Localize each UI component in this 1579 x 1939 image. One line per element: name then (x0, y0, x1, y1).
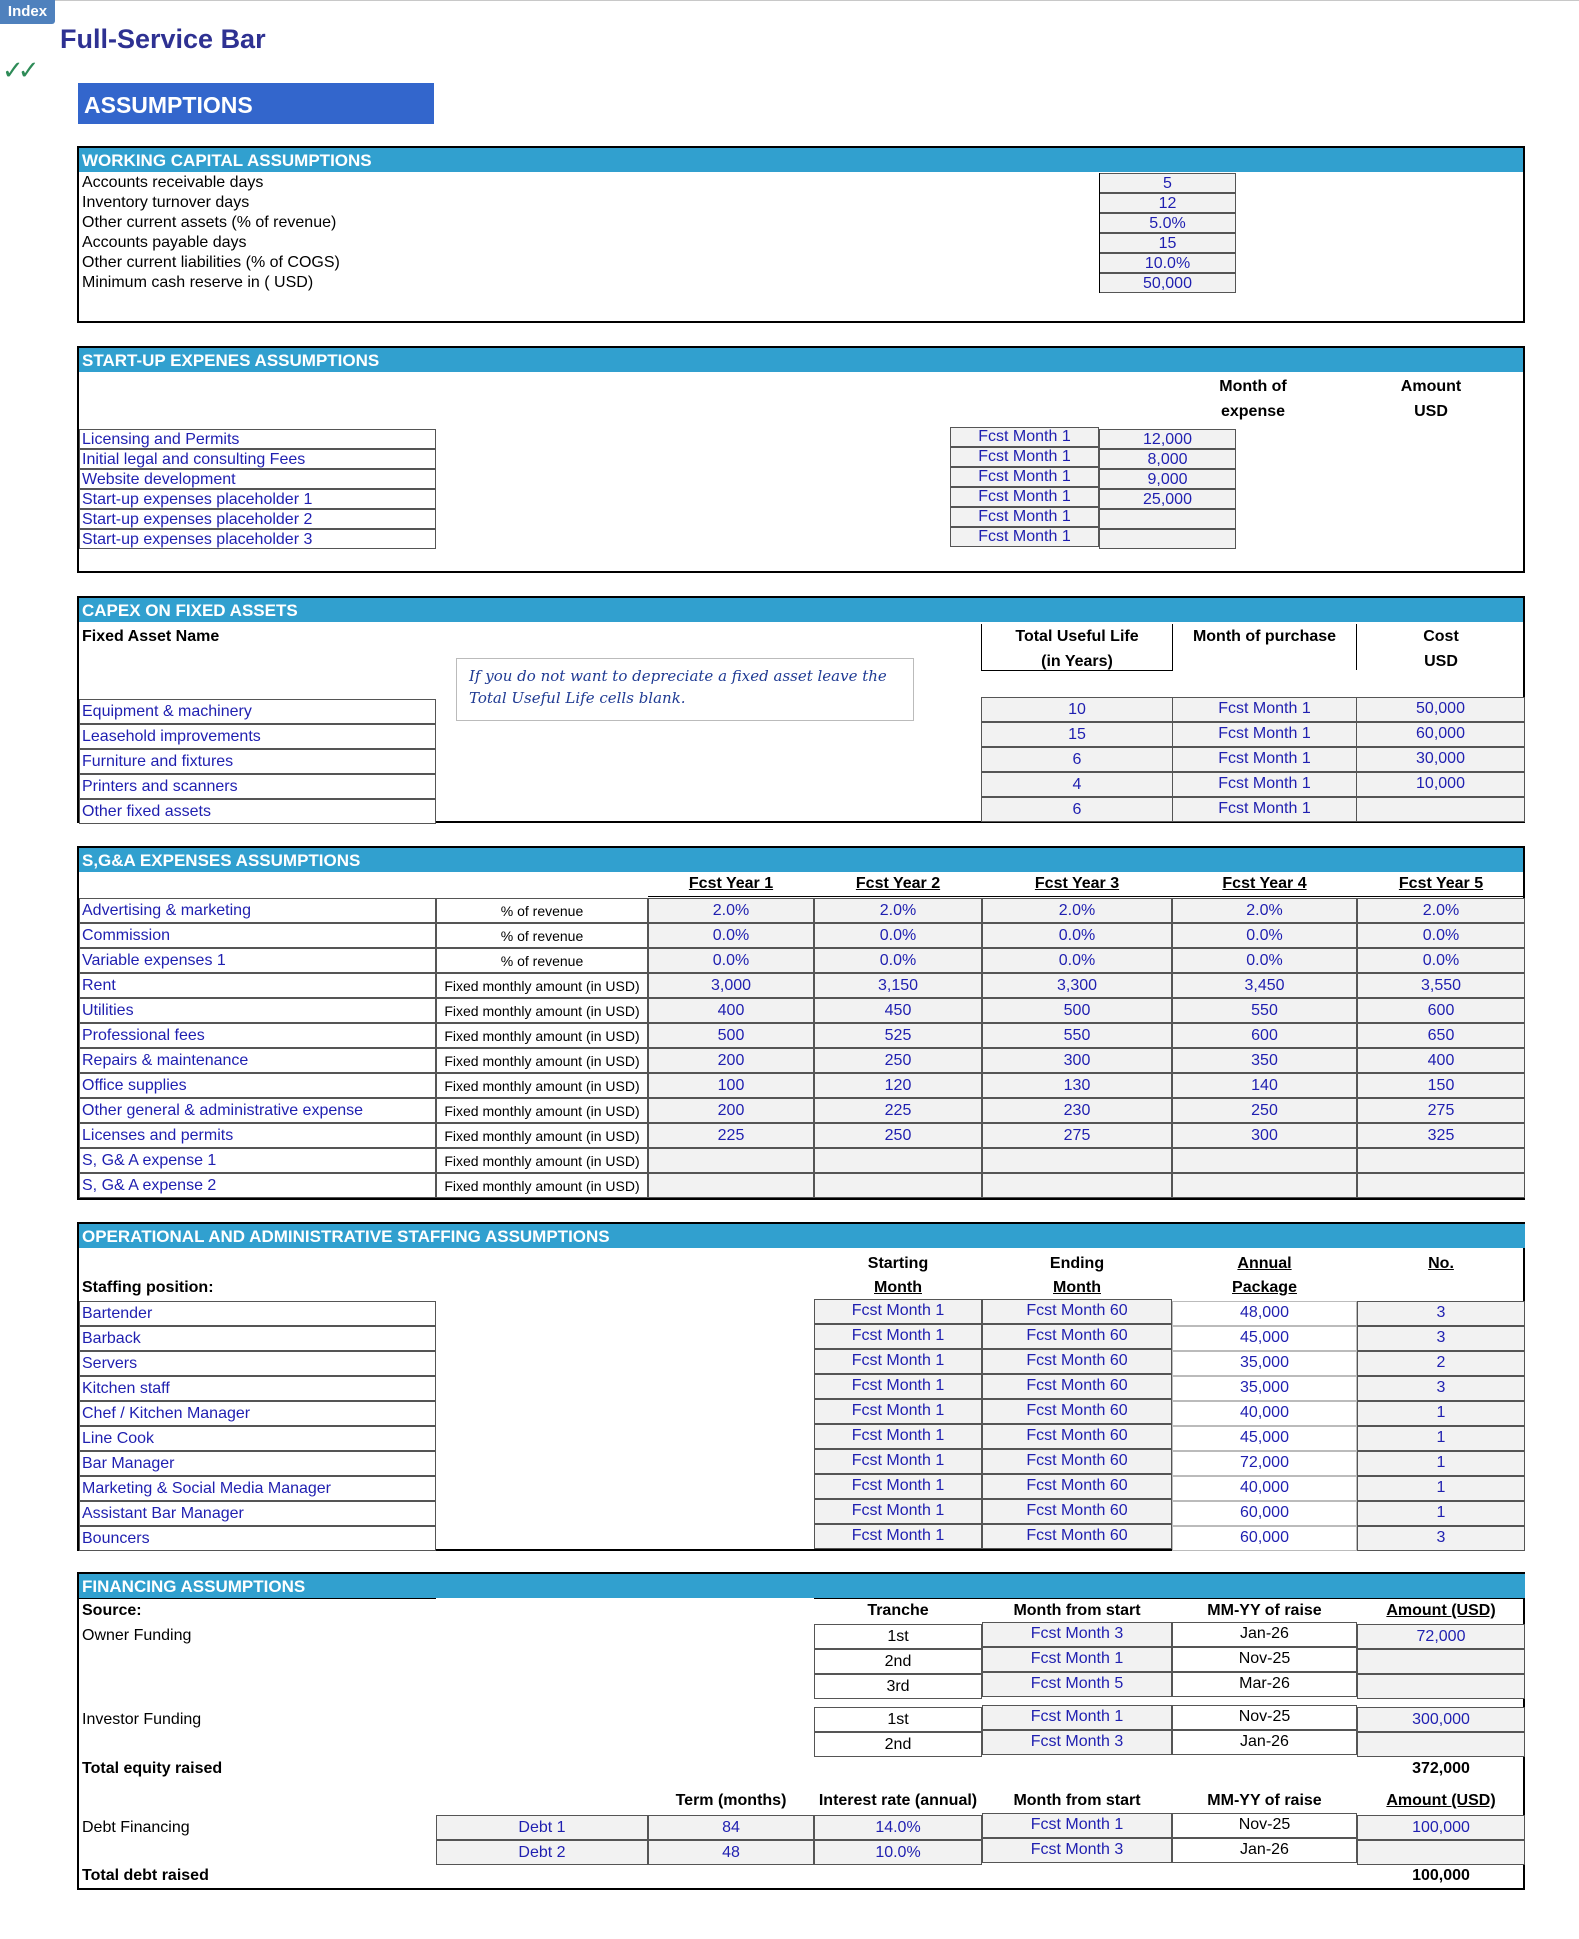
staff-start-value[interactable]: Fcst Month 1 (851, 1302, 945, 1319)
total-equity-label: Total equity raised (82, 1760, 223, 1777)
sga-value[interactable]: 300 (1063, 1052, 1091, 1069)
staff-no-value[interactable]: 1 (1436, 1404, 1446, 1421)
staff-start-value[interactable]: Fcst Month 1 (851, 1377, 945, 1394)
mmyy-header-2: MM-YY of raise (1207, 1792, 1322, 1809)
mmyy-value: Mar-26 (1239, 1675, 1290, 1692)
staff-no-value[interactable]: 1 (1436, 1504, 1446, 1521)
staff-start-value[interactable]: Fcst Month 1 (851, 1402, 945, 1419)
sga-value-cell[interactable] (1357, 1148, 1525, 1173)
sga-value[interactable]: 250 (884, 1127, 912, 1144)
section-header: S,G&A EXPENSES ASSUMPTIONS (79, 848, 1523, 872)
financing-section (77, 1572, 1525, 1890)
sga-row-label: S, G& A expense 1 (82, 1152, 217, 1169)
wc-row-label: Minimum cash reserve in ( USD) (82, 274, 314, 291)
section-header-fill (436, 1574, 1525, 1598)
useful-life-header: Total Useful Life (1015, 628, 1139, 645)
sga-value-cell[interactable] (648, 1148, 814, 1173)
capex-cost-cell[interactable] (1356, 797, 1525, 822)
debt-name: Debt 1 (518, 1819, 566, 1836)
check-icon: ✓✓ (2, 55, 34, 85)
capex-life-value[interactable]: 6 (1072, 801, 1082, 818)
staff-end-value[interactable]: Fcst Month 60 (1026, 1327, 1128, 1344)
staff-start-value[interactable]: Fcst Month 1 (851, 1527, 945, 1544)
sga-value[interactable]: 350 (1251, 1052, 1278, 1069)
month-value[interactable]: Fcst Month 1 (1030, 1708, 1124, 1725)
depreciation-note: If you do not want to depreciate a fixed asset leave the Total Useful Life cells blank. (456, 658, 914, 721)
staff-row-label: Bar Manager (82, 1455, 175, 1472)
sga-value[interactable]: 0.0% (1058, 927, 1096, 944)
month-value[interactable]: Fcst Month 5 (1030, 1675, 1124, 1692)
year-header: Fcst Year 5 (1398, 875, 1484, 892)
staff-start-value[interactable]: Fcst Month 1 (851, 1327, 945, 1344)
year-header: Fcst Year 3 (1034, 875, 1120, 892)
sga-value-cell[interactable] (982, 1148, 1172, 1173)
month-value[interactable]: Fcst Month 1 (1030, 1650, 1124, 1667)
sga-value-cell[interactable] (648, 1173, 814, 1198)
debt-month[interactable]: Fcst Month 1 (1030, 1816, 1124, 1833)
sga-value[interactable]: 500 (717, 1027, 745, 1044)
sga-value[interactable]: 250 (1251, 1102, 1278, 1119)
amount-cell[interactable] (1357, 1674, 1525, 1699)
sga-value[interactable]: 2.0% (879, 902, 917, 919)
mmyy-value: Nov-25 (1238, 1708, 1291, 1725)
sga-basis: Fixed monthly amount (in USD) (444, 1128, 640, 1144)
startup-row-label: Start-up expenses placeholder 1 (82, 491, 313, 508)
staff-no-value[interactable]: 1 (1436, 1479, 1446, 1496)
sga-basis: % of revenue (500, 953, 584, 969)
amount-cell[interactable] (1357, 1649, 1525, 1674)
startup-amount-value[interactable]: 9,000 (1147, 471, 1188, 488)
wc-row-value[interactable]: 5 (1163, 175, 1172, 192)
mmyy-value: Nov-25 (1238, 1650, 1291, 1667)
staff-row-label: Chef / Kitchen Manager (82, 1405, 251, 1422)
section-header: WORKING CAPITAL ASSUMPTIONS (79, 148, 1523, 172)
capex-cost-value[interactable]: 30,000 (1416, 750, 1465, 767)
month-from-start-header: Month from start (1013, 1602, 1141, 1619)
staff-row-label: Assistant Bar Manager (82, 1505, 244, 1522)
amount-header: Amount (1400, 378, 1462, 395)
capex-cost-value[interactable]: 10,000 (1416, 775, 1465, 792)
startup-month-value[interactable]: Fcst Month 1 (978, 428, 1071, 445)
mmyy-value: Jan-26 (1240, 1733, 1289, 1750)
sga-value[interactable]: 0.0% (1246, 927, 1283, 944)
sga-value[interactable]: 225 (884, 1102, 912, 1119)
startup-amount-value[interactable]: 12,000 (1143, 431, 1192, 448)
sga-value[interactable]: 550 (1251, 1002, 1278, 1019)
staff-end-value[interactable]: Fcst Month 60 (1026, 1402, 1128, 1419)
sga-value[interactable]: 0.0% (712, 927, 750, 944)
source-header: Source: (82, 1602, 142, 1619)
sga-row-label: Other general & administrative expense (82, 1102, 364, 1119)
staff-no-value[interactable]: 3 (1436, 1379, 1446, 1396)
month-value[interactable]: Fcst Month 3 (1030, 1625, 1124, 1642)
sga-value[interactable]: 275 (1427, 1102, 1455, 1119)
sga-value-cell[interactable] (1357, 1173, 1525, 1198)
sga-value[interactable]: 150 (1427, 1077, 1455, 1094)
section-header: FINANCING ASSUMPTIONS (79, 1574, 436, 1598)
debt-mmyy: Nov-25 (1238, 1816, 1291, 1833)
tranche-value: 3rd (886, 1678, 910, 1695)
tranche-value: 2nd (884, 1736, 912, 1753)
staff-start-value[interactable]: Fcst Month 1 (851, 1352, 945, 1369)
divider (1099, 173, 1100, 293)
startup-month-value[interactable]: Fcst Month 1 (978, 468, 1071, 485)
year-header: Fcst Year 1 (688, 875, 774, 892)
sga-basis: Fixed monthly amount (in USD) (444, 1178, 640, 1194)
total-equity-value: 372,000 (1412, 1760, 1470, 1777)
staff-pkg-value[interactable]: 35,000 (1240, 1379, 1289, 1396)
year-header: Fcst Year 2 (855, 875, 941, 892)
capex-cost-value[interactable]: 60,000 (1416, 725, 1465, 742)
startup-amount-value[interactable]: 8,000 (1147, 451, 1188, 468)
sga-value[interactable]: 400 (717, 1002, 745, 1019)
sga-basis: % of revenue (500, 928, 584, 944)
index-button[interactable]: Index (0, 0, 55, 24)
debt-amount[interactable]: 100,000 (1412, 1819, 1470, 1836)
sga-row-label: S, G& A expense 2 (82, 1177, 217, 1194)
sga-basis: % of revenue (500, 903, 584, 919)
sga-value[interactable]: 650 (1427, 1027, 1455, 1044)
sga-value[interactable]: 130 (1063, 1077, 1091, 1094)
debt-term[interactable]: 48 (722, 1844, 740, 1861)
sga-value-cell[interactable] (1172, 1148, 1357, 1173)
wc-row-value[interactable]: 15 (1158, 235, 1177, 252)
wc-row-value[interactable]: 12 (1158, 195, 1177, 212)
sga-value[interactable]: 3,450 (1244, 977, 1285, 994)
debt-term[interactable]: 84 (722, 1819, 740, 1836)
staff-no-value[interactable]: 1 (1436, 1429, 1446, 1446)
staff-pkg-value[interactable]: 72,000 (1240, 1454, 1289, 1471)
startup-amount-value[interactable]: 25,000 (1143, 491, 1192, 508)
staff-start-value[interactable]: Fcst Month 1 (851, 1477, 945, 1494)
debt-mmyy: Jan-26 (1240, 1841, 1289, 1858)
divider (648, 896, 1525, 897)
startup-expenses-section (77, 346, 1525, 573)
sga-value[interactable]: 2.0% (712, 902, 750, 919)
term-header: Term (months) (675, 1792, 787, 1809)
capex-life-value[interactable]: 10 (1068, 701, 1086, 718)
investor-funding-label: Investor Funding (82, 1711, 202, 1728)
staff-row-label: Line Cook (82, 1430, 155, 1447)
sga-value[interactable]: 250 (884, 1052, 912, 1069)
staff-row-label: Barback (82, 1330, 141, 1347)
section-header: CAPEX ON FIXED ASSETS (79, 598, 1523, 622)
sga-value[interactable]: 0.0% (1246, 952, 1283, 969)
staff-end-value[interactable]: Fcst Month 60 (1026, 1302, 1128, 1319)
staff-end-value[interactable]: Fcst Month 60 (1026, 1352, 1128, 1369)
staff-no-value[interactable]: 3 (1436, 1329, 1446, 1346)
capex-month-value[interactable]: Fcst Month 1 (1218, 725, 1311, 742)
total-debt-value: 100,000 (1412, 1867, 1470, 1884)
sga-row-label: Variable expenses 1 (82, 952, 226, 969)
count-header: No. (1428, 1255, 1454, 1272)
end-month-header: Ending (1049, 1255, 1105, 1272)
staffing-section (77, 1222, 1525, 1551)
amount-header-2: Amount (USD) (1386, 1792, 1496, 1809)
month-header-2: expense (1220, 403, 1286, 420)
sga-label-cell (79, 973, 436, 998)
sga-value[interactable]: 400 (1427, 1052, 1455, 1069)
sga-value[interactable]: 2.0% (1422, 902, 1460, 919)
staff-pkg-value[interactable]: 60,000 (1240, 1529, 1289, 1546)
sga-value[interactable]: 600 (1427, 1002, 1455, 1019)
staff-start-value[interactable]: Fcst Month 1 (851, 1427, 945, 1444)
sga-value[interactable]: 3,550 (1420, 977, 1462, 994)
wc-row-value[interactable]: 10.0% (1144, 255, 1191, 272)
wc-row-value[interactable]: 5.0% (1149, 215, 1186, 232)
staff-end-value[interactable]: Fcst Month 60 (1026, 1527, 1128, 1544)
debt-amount-cell[interactable] (1357, 1840, 1525, 1865)
debt-month[interactable]: Fcst Month 3 (1030, 1841, 1124, 1858)
year-header: Fcst Year 4 (1222, 875, 1307, 892)
capex-row-label: Printers and scanners (82, 778, 238, 795)
capex-cost-value[interactable]: 50,000 (1416, 700, 1465, 717)
staff-row-label: Kitchen staff (82, 1380, 170, 1397)
sga-value[interactable]: 2.0% (1246, 902, 1283, 919)
sga-value[interactable]: 200 (717, 1052, 745, 1069)
tranche-value: 2nd (884, 1653, 912, 1670)
startup-month-value[interactable]: Fcst Month 1 (978, 448, 1071, 465)
cost-header-2: USD (1424, 653, 1458, 670)
sga-value[interactable]: 0.0% (1422, 927, 1460, 944)
sga-row-label: Utilities (82, 1002, 134, 1019)
wc-row-label: Other current liabilities (% of COGS) (82, 254, 340, 271)
sga-value[interactable]: 0.0% (879, 952, 917, 969)
debt-financing-label: Debt Financing (82, 1819, 190, 1836)
staffing-position-header: Staffing position: (82, 1279, 214, 1296)
staff-row-label: Marketing & Social Media Manager (82, 1480, 332, 1497)
sga-value[interactable]: 300 (1251, 1127, 1278, 1144)
startup-row-label: Licensing and Permits (82, 431, 240, 448)
amount-value[interactable]: 300,000 (1412, 1711, 1470, 1728)
fixed-asset-name-header: Fixed Asset Name (82, 628, 220, 645)
working-capital-section (77, 146, 1525, 323)
assumptions-banner: ASSUMPTIONS (78, 83, 434, 124)
amount-value[interactable]: 72,000 (1416, 1628, 1466, 1645)
sga-value[interactable]: 3,150 (877, 977, 919, 994)
debt-rate[interactable]: 14.0% (875, 1819, 921, 1836)
wc-row-value[interactable]: 50,000 (1143, 275, 1192, 292)
startup-month-value[interactable]: Fcst Month 1 (978, 508, 1071, 525)
sga-basis: Fixed monthly amount (in USD) (444, 1053, 640, 1069)
sga-row-label: Office supplies (82, 1077, 187, 1094)
staff-end-value[interactable]: Fcst Month 60 (1026, 1452, 1128, 1469)
sga-value[interactable]: 275 (1063, 1127, 1091, 1144)
sga-value[interactable]: 2.0% (1058, 902, 1096, 919)
capex-month-value[interactable]: Fcst Month 1 (1218, 800, 1311, 817)
staff-no-value[interactable]: 1 (1436, 1454, 1446, 1471)
staff-start-value[interactable]: Fcst Month 1 (851, 1452, 945, 1469)
month-header: Month of (1219, 378, 1287, 395)
sga-value-cell[interactable] (982, 1173, 1172, 1198)
sga-value[interactable]: 100 (717, 1077, 745, 1094)
tranche-header: Tranche (867, 1602, 929, 1619)
useful-life-header-2: (in Years) (1041, 653, 1113, 670)
wc-row-label: Inventory turnover days (82, 194, 250, 211)
sga-value-cell[interactable] (1172, 1173, 1357, 1198)
staff-pkg-value[interactable]: 60,000 (1240, 1504, 1289, 1521)
sga-value-cell[interactable] (814, 1173, 982, 1198)
sga-row-label: Repairs & maintenance (82, 1052, 249, 1069)
end-month-header-2: Month (1053, 1279, 1101, 1296)
sga-value[interactable]: 525 (884, 1027, 912, 1044)
staff-start-value[interactable]: Fcst Month 1 (851, 1502, 945, 1519)
sga-value[interactable]: 230 (1063, 1102, 1091, 1119)
package-header: Annual (1237, 1255, 1292, 1272)
startup-row-label: Initial legal and consulting Fees (82, 451, 306, 468)
page-title: Full-Service Bar (60, 24, 266, 54)
staff-row-label: Servers (82, 1355, 138, 1372)
staff-pkg-value[interactable]: 40,000 (1240, 1479, 1289, 1496)
sga-row-label: Advertising & marketing (82, 902, 251, 919)
sga-value[interactable]: 225 (717, 1127, 745, 1144)
capex-row-label: Leasehold improvements (82, 728, 261, 745)
staff-row-label: Bouncers (82, 1530, 150, 1547)
sga-value[interactable]: 3,300 (1056, 977, 1098, 994)
start-month-header: Starting (867, 1255, 929, 1272)
wc-row-label: Accounts payable days (82, 234, 247, 251)
sga-value[interactable]: 200 (717, 1102, 745, 1119)
sga-value[interactable]: 600 (1251, 1027, 1278, 1044)
sga-basis: Fixed monthly amount (in USD) (444, 1003, 640, 1019)
debt-name: Debt 2 (518, 1844, 566, 1861)
sga-row-label: Licenses and permits (82, 1127, 234, 1144)
sga-basis: Fixed monthly amount (in USD) (444, 978, 640, 994)
staff-no-value[interactable]: 3 (1436, 1304, 1446, 1321)
capex-row-label: Other fixed assets (82, 803, 211, 820)
capex-month-value[interactable]: Fcst Month 1 (1218, 750, 1311, 767)
mmyy-value: Jan-26 (1240, 1625, 1289, 1642)
sga-basis: Fixed monthly amount (in USD) (444, 1028, 640, 1044)
startup-month-value[interactable]: Fcst Month 1 (978, 488, 1071, 505)
amount-header-2: USD (1414, 403, 1448, 420)
sga-basis: Fixed monthly amount (in USD) (444, 1153, 640, 1169)
amount-header: Amount (USD) (1386, 1602, 1496, 1619)
sga-value[interactable]: 450 (884, 1002, 912, 1019)
sga-section (77, 846, 1525, 1200)
sga-row-label: Commission (82, 927, 171, 944)
staff-end-value[interactable]: Fcst Month 60 (1026, 1477, 1128, 1494)
sga-basis: Fixed monthly amount (in USD) (444, 1103, 640, 1119)
wc-row-label: Accounts receivable days (82, 174, 264, 191)
sga-value[interactable]: 120 (884, 1077, 912, 1094)
month-value[interactable]: Fcst Month 3 (1030, 1733, 1124, 1750)
staff-pkg-value[interactable]: 48,000 (1240, 1304, 1289, 1321)
capex-life-value[interactable]: 6 (1072, 751, 1082, 768)
sga-value[interactable]: 140 (1251, 1077, 1278, 1094)
staff-pkg-value[interactable]: 45,000 (1240, 1429, 1289, 1446)
mmyy-header: MM-YY of raise (1207, 1602, 1322, 1619)
sga-value[interactable]: 500 (1063, 1002, 1091, 1019)
startup-row-label: Start-up expenses placeholder 2 (82, 511, 313, 528)
month-from-start-header-2: Month from start (1013, 1792, 1141, 1809)
sga-value[interactable]: 550 (1063, 1027, 1091, 1044)
sga-value-cell[interactable] (814, 1148, 982, 1173)
staff-pkg-value[interactable]: 35,000 (1240, 1354, 1289, 1371)
total-debt-label: Total debt raised (82, 1867, 209, 1884)
staff-end-value[interactable]: Fcst Month 60 (1026, 1377, 1128, 1394)
startup-amount-cell[interactable] (1099, 529, 1236, 549)
capex-row-label: Equipment & machinery (82, 703, 252, 720)
startup-row-label: Start-up expenses placeholder 3 (82, 531, 313, 548)
wc-row-label: Other current assets (% of revenue) (82, 214, 337, 231)
sga-value[interactable]: 0.0% (1422, 952, 1460, 969)
staff-no-value[interactable]: 2 (1436, 1354, 1446, 1371)
capex-month-value[interactable]: Fcst Month 1 (1218, 700, 1311, 717)
section-header-fill (649, 1224, 1525, 1248)
startup-amount-cell[interactable] (1099, 509, 1236, 529)
section-header: OPERATIONAL AND ADMINISTRATIVE STAFFING ASSUMPTIONS (79, 1224, 649, 1248)
sga-value[interactable]: 0.0% (1058, 952, 1096, 969)
purchase-month-header: Month of purchase (1192, 628, 1337, 645)
sga-row-label: Professional fees (82, 1027, 205, 1044)
top-border (0, 0, 1579, 1)
owner-funding-label: Owner Funding (82, 1627, 192, 1644)
sga-value[interactable]: 3,000 (710, 977, 752, 994)
startup-row-label: Website development (82, 471, 236, 488)
staff-pkg-value[interactable]: 40,000 (1240, 1404, 1289, 1421)
staff-no-value[interactable]: 3 (1436, 1529, 1446, 1546)
start-month-header-2: Month (874, 1279, 922, 1296)
capex-row-label: Furniture and fixtures (82, 753, 234, 770)
capex-life-value[interactable]: 4 (1072, 776, 1082, 793)
package-header-2: Package (1232, 1279, 1297, 1296)
sga-value[interactable]: 0.0% (712, 952, 750, 969)
cost-header: Cost (1423, 628, 1459, 645)
capex-life-value[interactable]: 15 (1068, 726, 1086, 743)
section-header: START-UP EXPENES ASSUMPTIONS (79, 348, 1523, 372)
tranche-value: 1st (887, 1628, 909, 1645)
rate-header: Interest rate (annual) (818, 1792, 978, 1809)
staff-end-value[interactable]: Fcst Month 60 (1026, 1427, 1128, 1444)
staff-row-label: Bartender (82, 1305, 153, 1322)
debt-rate[interactable]: 10.0% (875, 1844, 921, 1861)
amount-cell[interactable] (1357, 1732, 1525, 1757)
sga-row-label: Rent (82, 977, 116, 994)
startup-month-value[interactable]: Fcst Month 1 (978, 528, 1071, 545)
sga-value[interactable]: 0.0% (879, 927, 917, 944)
staff-pkg-value[interactable]: 45,000 (1240, 1329, 1289, 1346)
sga-basis: Fixed monthly amount (in USD) (444, 1078, 640, 1094)
capex-month-value[interactable]: Fcst Month 1 (1218, 775, 1311, 792)
tranche-value: 1st (887, 1711, 909, 1728)
sga-value[interactable]: 325 (1427, 1127, 1455, 1144)
staff-end-value[interactable]: Fcst Month 60 (1026, 1502, 1128, 1519)
